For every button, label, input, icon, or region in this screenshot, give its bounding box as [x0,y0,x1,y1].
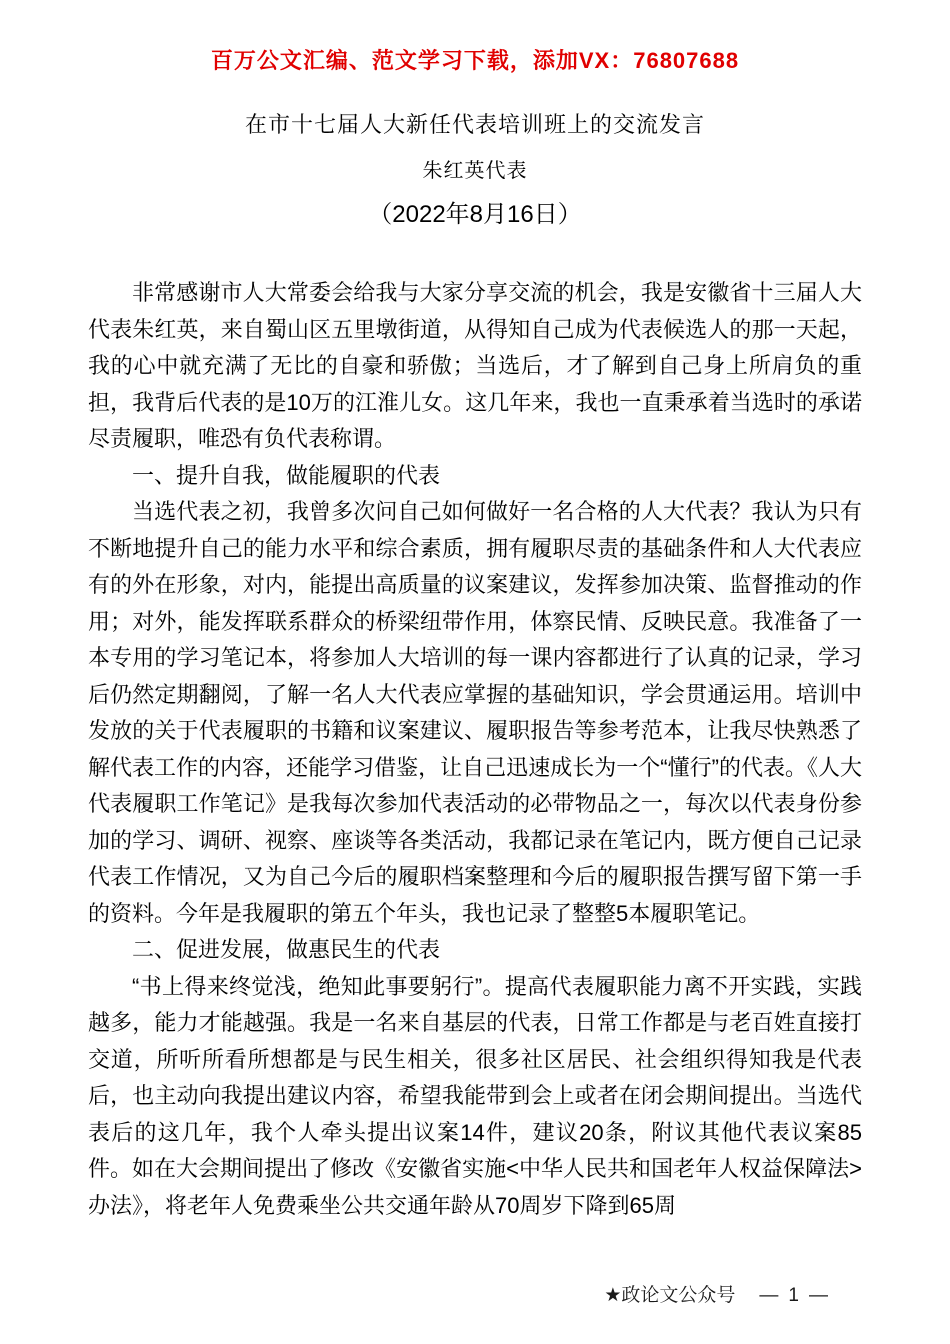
body-paragraph: 非常感谢市人大常委会给我与大家分享交流的机会，我是安徽省十三届人大代表朱红英，来自蜀山区五里墩街道，从得知自己成为代表候选人的那一天起，我的心中就充满了无比的自豪和骄傲；当选后，才了解到自己身上所肩负的重担，我背后代表的是10万的江淮儿女。这几年来，我也一直秉承着当选时的承诺尽责履职，唯恐有负代表称谓。 [88,280,862,451]
document-body [88,275,862,1224]
document-author: 朱红英代表 [422,160,528,182]
document-date: （2022年8月16日） [368,201,582,228]
page-number: 1 [788,1285,799,1306]
page-footer [604,1280,838,1307]
promo-notice: 百万公文汇编、范文学习下载，添加VX：76807688 [210,48,740,73]
document-title: 在市十七届人大新任代表培训班上的交流发言 [244,112,705,137]
body-paragraph: 当选代表之初，我曾多次问自己如何做好一名合格的人大代表？我认为只有不断地提升自己的能力水平和综合素质，拥有履职尽责的基础条件和人大代表应有的外在形象，对内，能提出高质量的议案建议，发挥参加决策、监督推动的作用；对外，能发挥联系群众的桥梁纽带作用，体察民情、反映民意。我准备了一本专用的学习笔记本，将参加人大培训的每一课内容都进行了认真的记录，学习后仍然定期翻阅，了解一名人大代表应掌握的基础知识，学会贯通运用。培训中发放的关于代表履职的书籍和议案建议、履职报告等参考范本，让我尽快熟悉了解代表工作的内容，还能学习借鉴，让自己迅速成长为一个“懂行”的代表。《人大代表履职工作笔记》是我每次参加代表活动的必带物品之一，每次以代表身份参加的学习、调研、视察、座谈等各类活动，我都记录在笔记内，既方便自己记录代表工作情况，又为自己今后的履职档案整理和今后的履职报告撰写留下第一手的资料。今年是我履职的第五个年头，我也记录了整整5本履职笔记。 [88,499,862,926]
body-paragraph: “书上得来终觉浅，绝知此事要躬行”。提高代表履职能力离不开实践，实践越多，能力才能越强。我是一名来自基层的代表，日常工作都是与老百姓直接打交道，所听所看所想都是与民生相关，很多社区居民、社会组织得知我是代表后，也主动向我提出建议内容，希望我能带到会上或者在闭会期间提出。当选代表后的这几年，我个人牵头提出议案14件，建议20条，附议其他代表议案85件。如在大会期间提出了修改《安徽省实施<中华人民共和国老年人权益保障法>办法》，将老年人免费乘坐公共交通年龄从70周岁下降到65周 [88,973,862,1218]
section-heading: 二、促进发展，做惠民生的代表 [132,937,441,962]
section-heading: 一、提升自我，做能履职的代表 [132,462,441,488]
footer-source-label: ★政论文公众号 [604,1285,736,1306]
footer-right-dash: — [809,1285,828,1306]
footer-left-dash: — [759,1285,779,1306]
